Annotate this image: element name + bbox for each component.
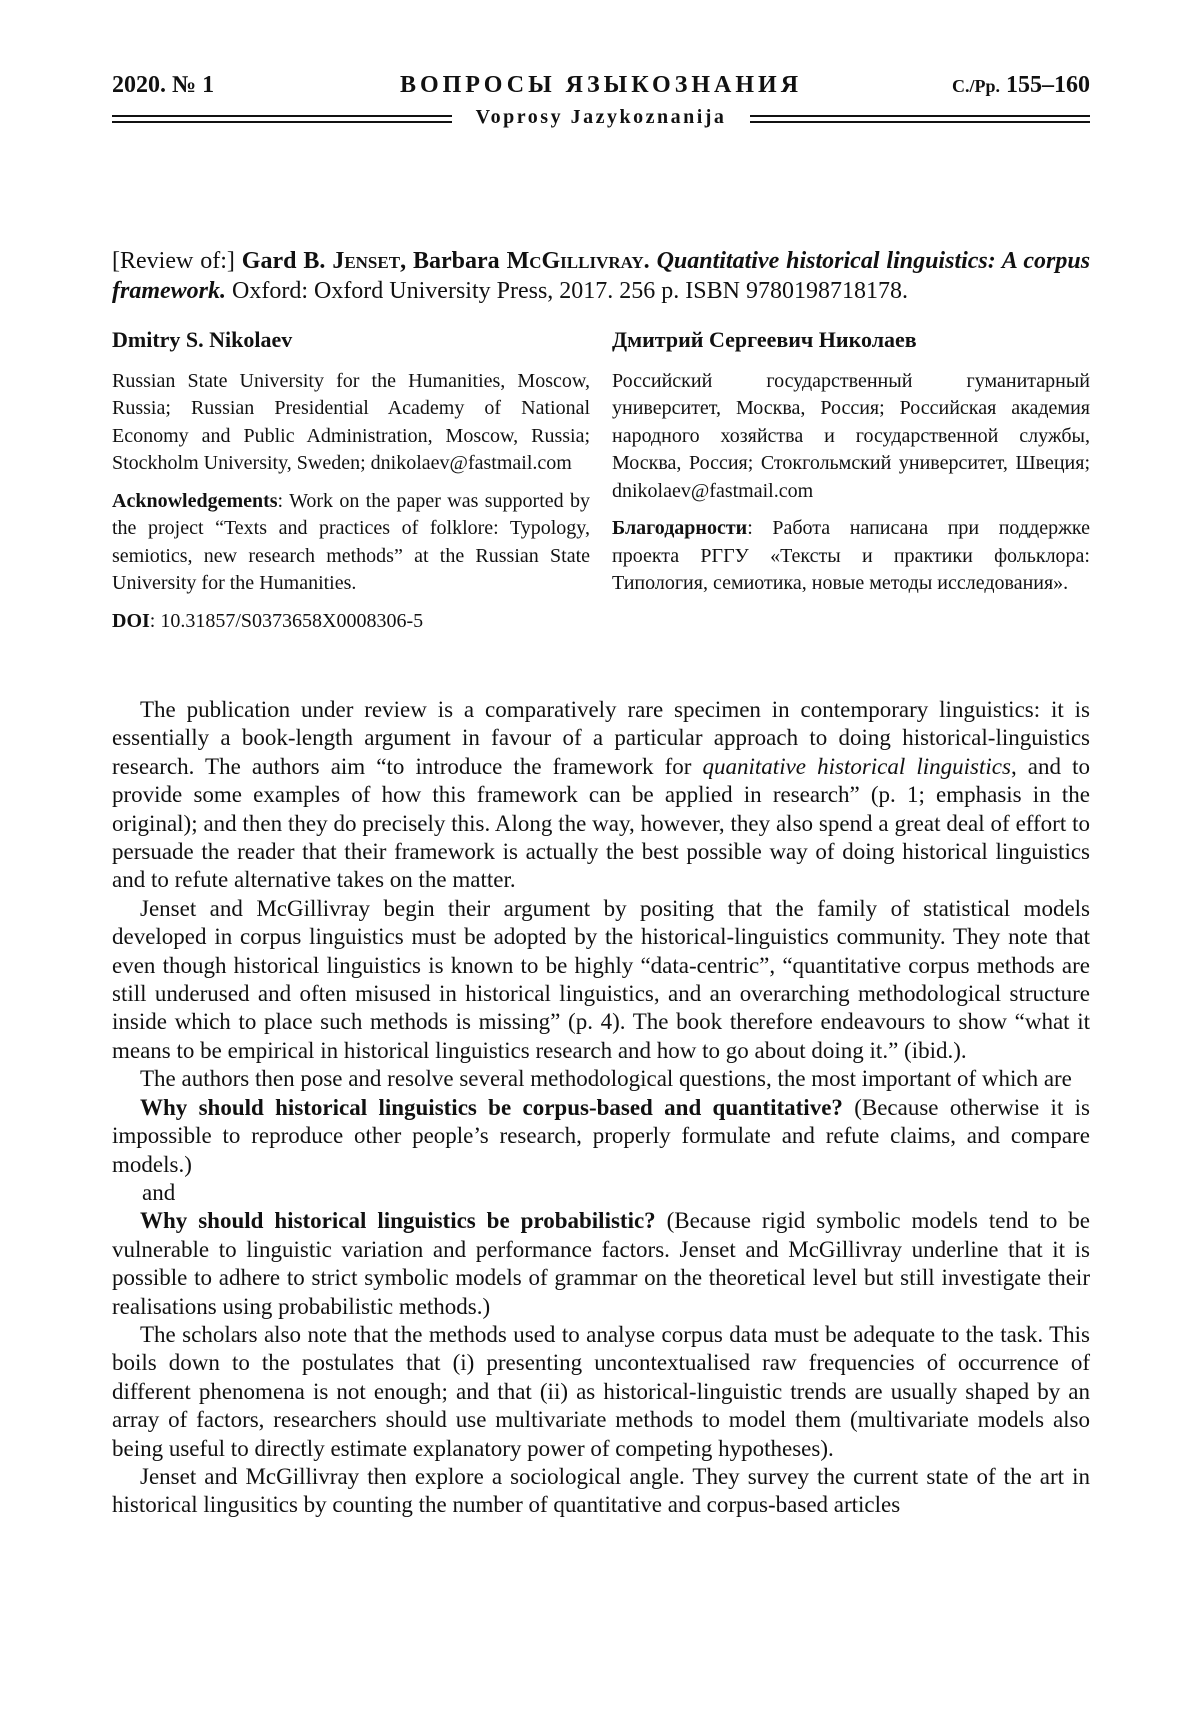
acknowledgements-ru bbox=[612, 515, 1090, 598]
paragraph-2: Jenset and McGillivray begin their argument by positing that the family of statistical models developed in corpus linguistics must be adopted by the historical-linguistics community. They note that even though historical linguistics is known to be highly “data-centric”, “quantitative corpus methods are still underused and often misused in historical linguistics, and an overarching methodological structure inside which to place such methods is missing” (p. 4). The book therefore endeavours to show “what it means to be empirical in historical linguistics research and how to go about doing it.” (ibid.). bbox=[112, 895, 1090, 1063]
doi-value: : 10.31857/S0373658X0008306-5 bbox=[149, 609, 424, 632]
author-name-ru: Дмитрий Сергеевич Николаев bbox=[612, 327, 917, 352]
review-author-2 bbox=[413, 248, 650, 274]
paragraph-1-text-b: , and to provide some examples of how this framework can be applied in research” (p. 1; emphasis in the original); and then they do precisely this. Along the way, however, they also spend a great deal of effort to persuade the reader that their framework is actually the best possible way of doing historical linguistics and to refute alternative takes on the matter. bbox=[112, 753, 1090, 893]
ack-text-ru: : Работа написана при поддержке проекта РГГУ «Тексты и практики фольклора: Типология, семиотика, новые методы исследования». bbox=[612, 517, 1090, 594]
ack-label-en: Acknowledgements bbox=[112, 489, 278, 512]
author-block-ru bbox=[612, 326, 1090, 608]
review-author-1-first: Gard B. bbox=[241, 248, 326, 274]
review-author-separator: , bbox=[400, 248, 407, 274]
question-1-answer: (Because otherwise it is impossible to reproduce other people’s research, properly formulate and refute claims, and compare models.) bbox=[112, 1094, 1090, 1177]
question-1-heading: Why should historical linguistics be corpus-based and quantitative? bbox=[140, 1094, 843, 1120]
paragraph-3: The authors then pose and resolve several methodological questions, the most important of which are bbox=[140, 1066, 1072, 1092]
review-author-2-first: Barbara bbox=[412, 248, 500, 274]
doi-label: DOI bbox=[112, 609, 150, 632]
review-publication: Oxford: Oxford University Press, 2017. 256 p. ISBN 9780198718178. bbox=[232, 278, 908, 304]
header-rule-right bbox=[750, 115, 1090, 123]
doi bbox=[112, 608, 590, 636]
review-prefix: [Review of:] bbox=[112, 248, 235, 274]
review-book-title: Quantitative historical linguistics: A corpus framework. bbox=[112, 248, 1091, 304]
header-rule bbox=[112, 106, 1090, 134]
issue-number: 2020. № 1 bbox=[112, 72, 215, 98]
conjunction-and: and bbox=[142, 1179, 176, 1205]
question-2 bbox=[112, 1207, 1090, 1321]
review-author-2-last: McGillivray bbox=[506, 248, 644, 274]
page-range-prefix: С./Pp. bbox=[951, 76, 1000, 96]
article-body bbox=[112, 696, 1090, 1520]
question-2-answer: (Because rigid symbolic models tend to be vulnerable to linguistic variation and performance factors. Jenset and McGillivray underline that it is possible to adhere to strict symbolic models of grammar on the theoretical level but still investigate their realisations using probabilistic methods.) bbox=[112, 1208, 1090, 1319]
review-author-period: . bbox=[643, 248, 650, 274]
ack-text-en: : Work on the paper was supported by the project “Texts and practices of folklore: Typology, semiotics, new research methods” at the Russian State University for the Humanities. bbox=[112, 489, 590, 594]
page-range-value: 155–160 bbox=[1006, 72, 1090, 98]
paragraph-5: Jenset and McGillivray then explore a sociological angle. They survey the current state of the art in historical lingusitics by counting the number of quantitative and corpus-based articles bbox=[112, 1463, 1090, 1518]
journal-translit: Voprosy Jazykoznanija bbox=[475, 106, 727, 128]
author-block-en bbox=[112, 326, 590, 635]
page-range bbox=[952, 72, 1090, 99]
acknowledgements-en bbox=[112, 488, 590, 598]
review-title bbox=[112, 246, 1090, 306]
question-1 bbox=[112, 1094, 1090, 1179]
question-2-heading: Why should historical linguistics be probabilistic? bbox=[140, 1208, 656, 1234]
affiliation-en: Russian State University for the Humanities, Moscow, Russia; Russian Presidential Academy of National Economy and Public Administration, Moscow, Russia; Stockholm University, Sweden; dnikolaev@fastmail.com bbox=[112, 369, 590, 474]
affiliation-ru: Российский государственный гуманитарный университет, Москва, Россия; Российская академия народного хозяйства и государственной службы, Москва, Россия; Стокгольмский университет, Швеция; dnikolaev@fastmail.com bbox=[612, 369, 1090, 502]
paragraph-1-emphasis: quanitative historical linguistics bbox=[702, 753, 1011, 779]
paragraph-4: The scholars also note that the methods used to analyse corpus data must be adequate to the task. This boils down to the postulates that (i) presenting uncontextualised raw frequencies of occurrence of different phenomena is not enough; and that (ii) as historical-linguistic trends are usually shaped by an array of factors, researchers should use multivariate methods to model them (multivariate models also being useful to directly estimate explanatory power of competing hypotheses). bbox=[112, 1321, 1090, 1461]
ack-label-ru: Благодарности bbox=[612, 517, 748, 539]
review-author-1-last: Jenset bbox=[332, 248, 401, 274]
paragraph-1-text-a: The publication under review is a comparatively rare specimen in contemporary linguistics: it is essentially a book-length argument in favour of a particular approach to doing historical-linguistics research. The authors aim “to introduce the framework for bbox=[112, 697, 1090, 779]
author-name-en: Dmitry S. Nikolaev bbox=[112, 327, 293, 352]
paragraph-1 bbox=[112, 696, 1090, 895]
review-author-1 bbox=[242, 248, 406, 274]
running-header bbox=[112, 72, 1090, 106]
journal-title: ВОПРОСЫ ЯЗЫКОЗНАНИЯ bbox=[399, 72, 803, 98]
